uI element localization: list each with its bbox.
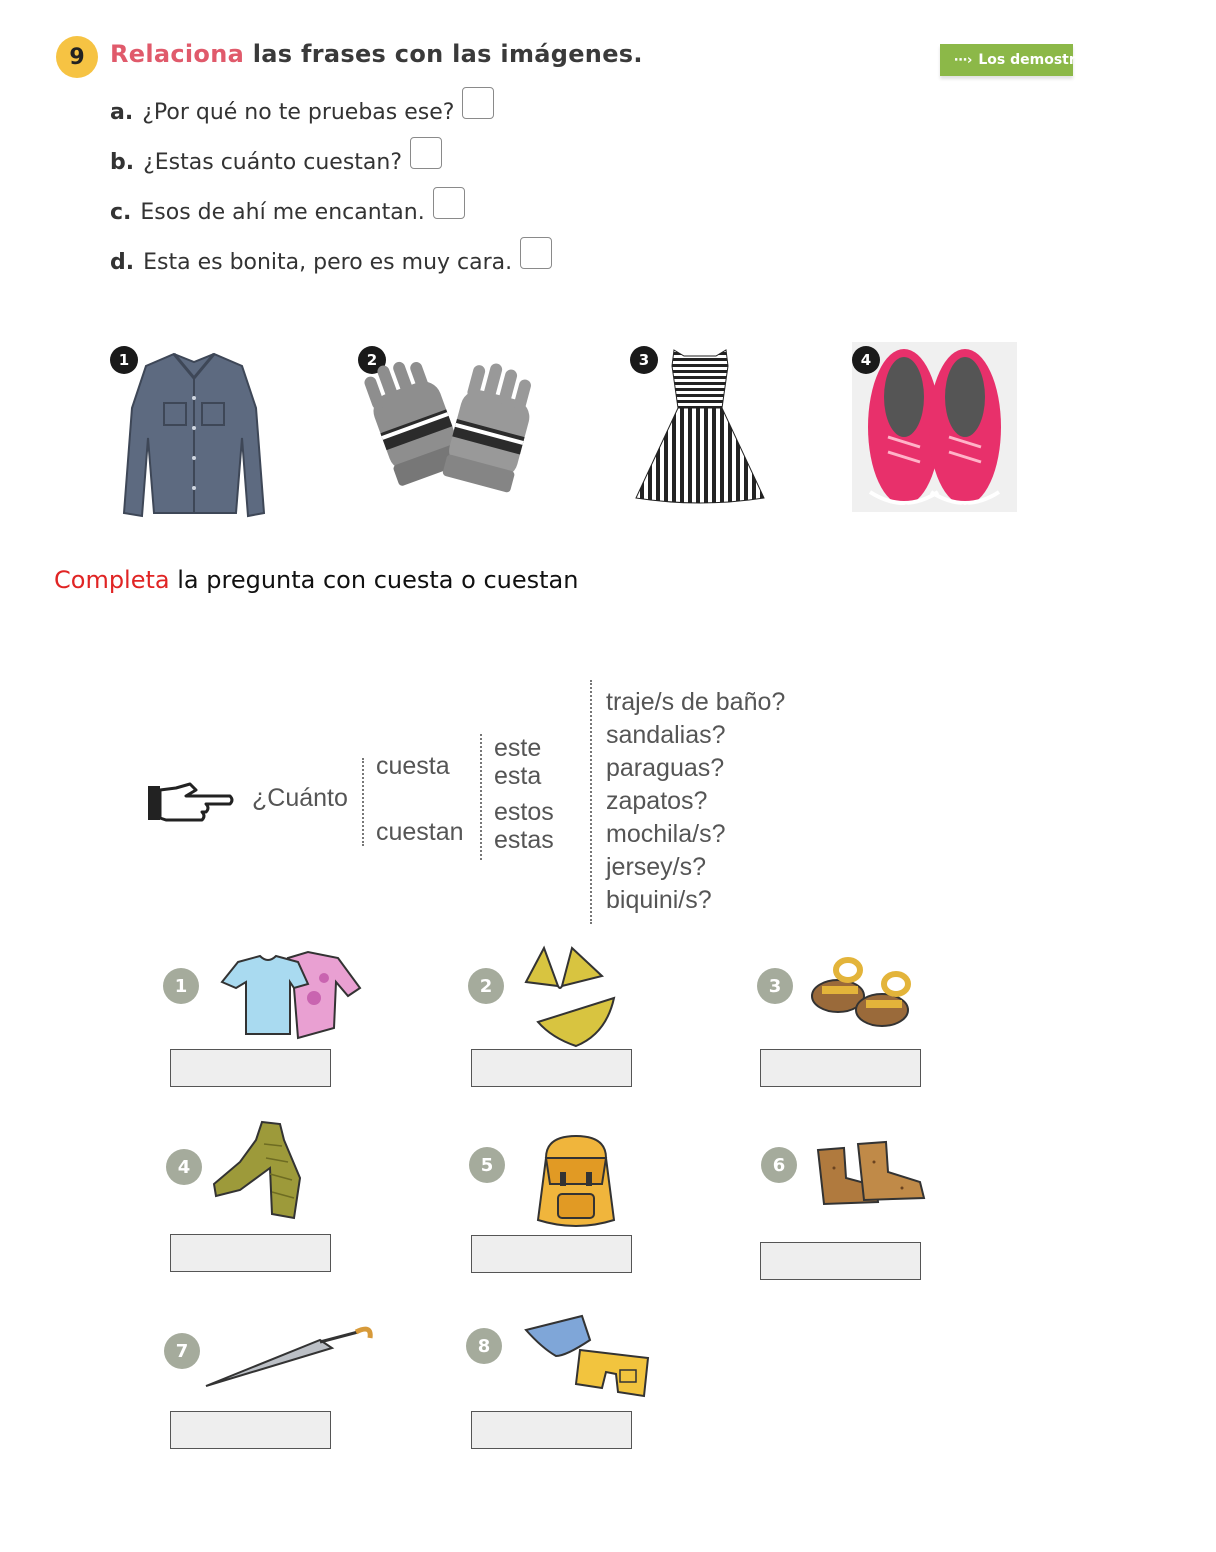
answer-input-2[interactable] <box>471 1049 632 1087</box>
sentence-text: ¿Estas cuánto cuestan? <box>143 150 403 175</box>
sentence-a <box>110 100 494 125</box>
answer-input-6[interactable] <box>760 1242 921 1280</box>
list-item: sandalias? <box>606 721 726 749</box>
answer-checkbox-d[interactable] <box>520 237 552 269</box>
swimsuit-shorts-picture <box>522 1310 654 1402</box>
list-item: biquini/s? <box>606 886 712 914</box>
question-word: ¿Cuánto <box>252 784 348 812</box>
sentence-text: Esta es bonita, pero es muy cara. <box>143 250 513 275</box>
answer-checkbox-a[interactable] <box>462 87 494 119</box>
picture-number-8: 8 <box>466 1328 502 1364</box>
backpack-picture <box>530 1128 622 1232</box>
answer-checkbox-c[interactable] <box>433 187 465 219</box>
picture-number-5: 5 <box>469 1147 505 1183</box>
verb-cuesta: cuesta <box>376 752 450 780</box>
sentence-c <box>110 200 465 225</box>
photo-number-4: 4 <box>852 346 880 374</box>
verb-cuestan: cuestan <box>376 818 464 846</box>
picture-number-2: 2 <box>468 968 504 1004</box>
instruction-rest: la pregunta con cuesta o cuestan <box>169 566 579 594</box>
sentence-letter: d. <box>110 250 135 275</box>
pointing-hand-icon <box>146 780 234 824</box>
grammar-reference-tag[interactable] <box>940 44 1086 76</box>
list-item: zapatos? <box>606 787 708 815</box>
answer-input-8[interactable] <box>471 1411 632 1449</box>
exercise-title-rest: las frases con las imágenes. <box>244 40 643 68</box>
shirt-photo <box>114 348 274 520</box>
grammar-tag-label: Los demostra <box>978 52 1086 68</box>
list-item: paraguas? <box>606 754 725 782</box>
table-divider <box>480 734 482 860</box>
bikini-picture <box>518 942 622 1050</box>
tshirt-sweater-picture <box>218 948 363 1043</box>
arrow-right-icon: ⋯› <box>954 52 973 68</box>
list-item: mochila/s? <box>606 820 726 848</box>
picture-number-3: 3 <box>757 968 793 1004</box>
list-item: traje/s de baño? <box>606 688 786 716</box>
sentence-text: ¿Por qué no te pruebas ese? <box>142 100 455 125</box>
sentence-b <box>110 150 442 175</box>
sandals-picture <box>808 956 914 1032</box>
clothing-items-list <box>606 686 785 917</box>
sentence-letter: b. <box>110 150 135 175</box>
answer-input-3[interactable] <box>760 1049 921 1087</box>
demonstrative-estos: estos <box>494 798 554 826</box>
dress-photo <box>632 346 767 506</box>
answer-checkbox-b[interactable] <box>410 137 442 169</box>
instruction-highlight: Completa <box>54 566 170 594</box>
photo-number-2: 2 <box>358 346 386 374</box>
demonstrative-estas: estas <box>494 826 554 854</box>
umbrella-picture <box>200 1320 380 1392</box>
picture-number-7: 7 <box>164 1333 200 1369</box>
answer-input-7[interactable] <box>170 1411 331 1449</box>
demonstrative-este: este <box>494 734 542 762</box>
boots-picture <box>814 1138 928 1210</box>
picture-number-6: 6 <box>761 1147 797 1183</box>
picture-number-1: 1 <box>163 968 199 1004</box>
photo-number-1: 1 <box>110 346 138 374</box>
table-divider <box>590 680 592 924</box>
exercise-title <box>110 40 643 68</box>
gloves-photo <box>360 356 545 496</box>
answer-input-4[interactable] <box>170 1234 331 1272</box>
sentence-letter: a. <box>110 100 134 125</box>
instruction-text <box>54 566 578 594</box>
sentence-text: Esos de ahí me encantan. <box>140 200 425 225</box>
sentence-letter: c. <box>110 200 132 225</box>
exercise-number-badge: 9 <box>56 36 98 78</box>
sentence-d <box>110 250 552 275</box>
answer-input-5[interactable] <box>471 1235 632 1273</box>
list-item: jersey/s? <box>606 853 707 881</box>
photo-number-3: 3 <box>630 346 658 374</box>
table-divider <box>362 758 364 846</box>
picture-number-4: 4 <box>166 1149 202 1185</box>
demonstrative-esta: esta <box>494 762 542 790</box>
exercise-title-highlight: Relaciona <box>110 40 245 68</box>
answer-input-1[interactable] <box>170 1049 331 1087</box>
sweater-picture <box>210 1118 306 1222</box>
